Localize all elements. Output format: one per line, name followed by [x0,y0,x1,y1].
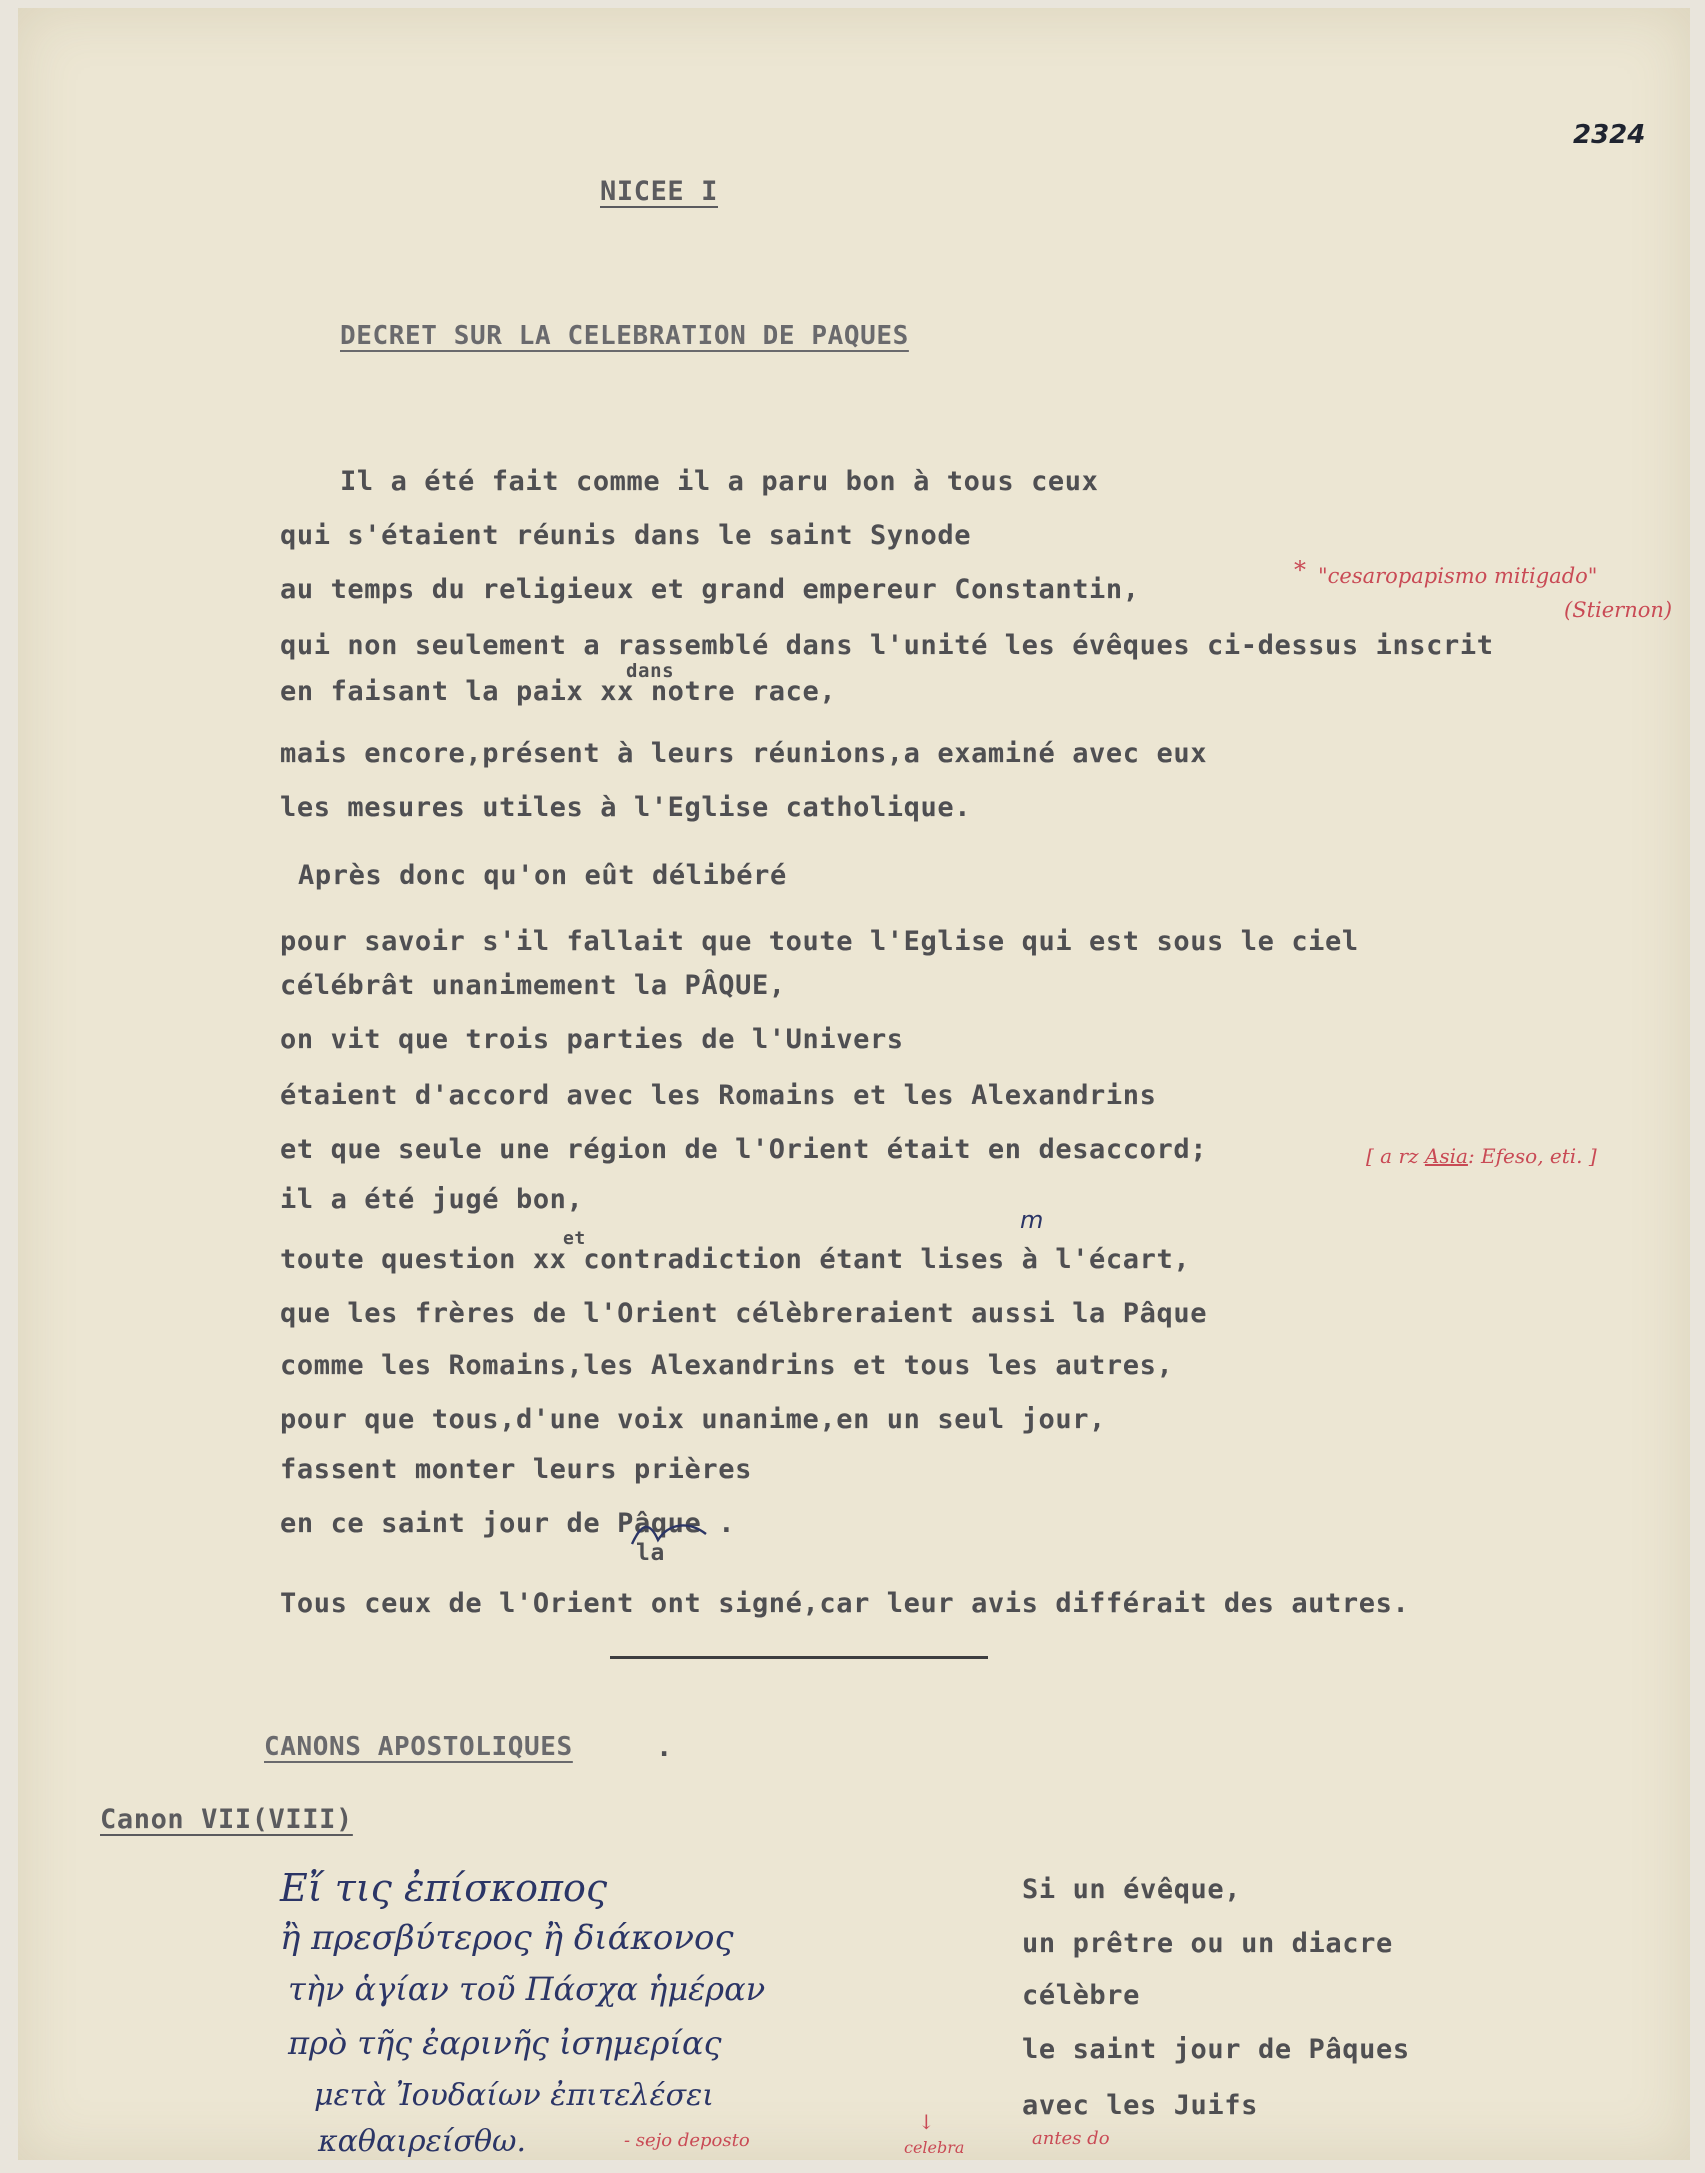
french-canon-line: célèbre [1022,1980,1140,2011]
greek-line: καθαιρείσθω. [318,2124,527,2159]
section-divider [610,1656,988,1659]
french-canon-line: le saint jour de Pâques [1022,2034,1410,2065]
greek-line: τὴν ἁγίαν τοῦ Πάσχα ἡμέραν [288,1970,766,2008]
greek-line: πρὸ τῆς ἐαρινῆς ἰσημερίας [288,2024,722,2062]
annotation-asia: [ a rz Asia: Efeso, eti. ] [1366,1144,1597,1168]
decree-line: célébrât unanimement la PÂQUE, [280,970,786,1001]
document-title: NICEE I [600,176,718,207]
decree-line: on vit que trois parties de l'Univers [280,1024,904,1055]
document-page [18,8,1690,2160]
decree-line: en ce saint jour de Pâque . [280,1508,736,1539]
annotation-arrow: ↓ [918,2110,935,2134]
decree-line: Tous ceux de l'Orient ont signé,car leur avis différait des autres. [280,1588,1410,1619]
french-canon-line: un prêtre ou un diacre [1022,1928,1393,1959]
french-canon-line: avec les Juifs [1022,2090,1258,2121]
greek-line: ἢ πρεσβύτερος ἢ διάκονος [280,1918,734,1958]
greek-line: Εἴ τις ἐπίσκοπος [280,1866,608,1910]
annotation-celebra: celebra [904,2138,965,2157]
decree-line: mais encore,présent à leurs réunions,a examiné avec eux [280,738,1208,769]
annotation-antes-do: antes do [1032,2128,1110,2149]
decree-line: et que seule une région de l'Orient était en desaccord; [280,1134,1208,1165]
decree-line: les mesures utiles à l'Eglise catholique. [280,792,972,823]
decree-line: Il a été fait comme il a paru bon à tous ceux [340,466,1099,497]
insertion-et: et [563,1228,586,1249]
decree-line: il a été jugé bon, [280,1184,584,1215]
decree-heading: DECRET SUR LA CELEBRATION DE PAQUES [340,321,909,351]
insertion-m: m [1020,1206,1044,1234]
decree-line: fassent monter leurs prières [280,1454,752,1485]
decree-line: pour que tous,d'une voix unanime,en un seul jour, [280,1404,1106,1435]
annotation-stiernon: (Stiernon) [1564,598,1673,622]
annotation-cesaropapismo: "cesaropapismo mitigado" [1318,564,1598,588]
decree-line: en faisant la paix xx notre race, [280,676,837,707]
decree-line: que les frères de l'Orient célèbreraient aussi la Pâque [280,1298,1208,1329]
canon-label: Canon VII(VIII) [100,1804,353,1835]
decree-line: Après donc qu'on eût délibéré [298,860,787,891]
greek-line: μετὰ Ἰουδαίων ἐπιτελέσει [314,2078,714,2113]
decree-line: pour savoir s'il fallait que toute l'Eglise qui est sous le ciel [280,926,1359,957]
annotation-deposto: - sejo deposto [624,2130,750,2151]
decree-line: étaient d'accord avec les Romains et les Alexandrins [280,1080,1157,1111]
annotation-marker: * [1294,556,1306,584]
insertion-dans: dans [626,660,675,682]
decree-line: qui non seulement a rassemblé dans l'unité les évêques ci-dessus inscrit [280,630,1494,661]
page-number: 2324 [1573,120,1646,150]
section-heading: CANONS APOSTOLIQUES [264,1732,573,1762]
insertion-la: la [636,1540,665,1566]
section-heading-dot: . [656,1732,673,1763]
decree-line: comme les Romains,les Alexandrins et tous les autres, [280,1350,1174,1381]
caret-mark [628,1518,718,1548]
french-canon-line: Si un évêque, [1022,1874,1242,1905]
decree-line: au temps du religieux et grand empereur Constantin, [280,574,1140,605]
decree-line: qui s'étaient réunis dans le saint Synode [280,520,972,551]
decree-line: toute question xx contradiction étant lises à l'écart, [280,1244,1191,1275]
